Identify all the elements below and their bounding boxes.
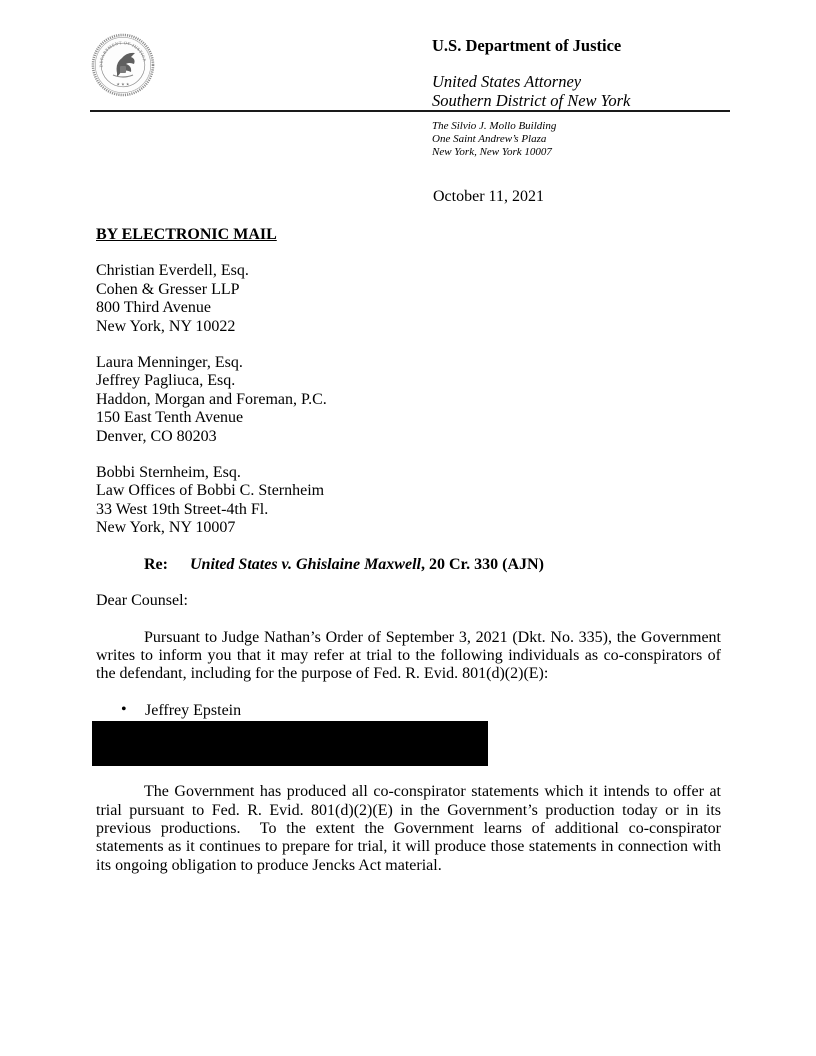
body-paragraph-1: Pursuant to Judge Nathan’s Order of September 3, 2021 (Dkt. No. 335), the Government writes to inform you that it may refer at trial to the following individuals as co-conspirators of the defendant, including for the purpose of Fed. R. Evid. 801(d)(2)(E): <box>96 628 725 683</box>
bullet-icon: • <box>121 700 127 718</box>
body-paragraph-2: The Government has produced all co-conspirator statements which it intends to offer at trial pursuant to Fed. R. Evid. 801(d)(2)(E) in the Government’s production today or in its previous productions. To the extent the Government learns of additional co-conspirator statements as it continues to prepare for trial, it will produce those statements in connection with its ongoing obligation to produce Jencks Act material. <box>96 783 725 874</box>
re-line <box>96 556 721 574</box>
recipient-line: Jeffrey Pagliuca, Esq. <box>96 372 236 390</box>
agency-title: U.S. Department of Justice <box>432 36 622 55</box>
bullet-item-text: Jeffrey Epstein <box>145 701 242 719</box>
seal-ring-text: DEPARTMENT OF JUSTICE <box>98 40 148 68</box>
recipient-line: New York, NY 10022 <box>96 317 236 335</box>
recipient-line: Cohen & Gresser LLP <box>96 280 240 298</box>
recipient-line: Christian Everdell, Esq. <box>96 262 249 280</box>
recipient-line: New York, NY 10007 <box>96 519 236 537</box>
recipient-block <box>96 262 721 336</box>
re-label: Re: <box>144 555 168 573</box>
recipient-line: 800 Third Avenue <box>96 299 211 317</box>
recipient-block <box>96 354 721 446</box>
recipient-line: Law Offices of Bobbi C. Sternheim <box>96 482 325 500</box>
letter-date: October 11, 2021 <box>433 188 544 205</box>
redaction-bar <box>92 721 488 766</box>
doj-seal-icon <box>91 33 155 97</box>
recipient-line: Denver, CO 80203 <box>96 427 217 445</box>
office-title-line2: Southern District of New York <box>432 90 631 110</box>
office-address-line1: The Silvio J. Mollo Building <box>432 120 557 132</box>
recipient-line: 150 East Tenth Avenue <box>96 409 244 427</box>
recipient-line: Bobbi Sternheim, Esq. <box>96 464 241 482</box>
letter-body <box>96 226 725 875</box>
re-case-name: United States v. Ghislaine Maxwell <box>189 555 421 573</box>
office-title-line1: United States Attorney <box>432 72 582 91</box>
office-address-line2: One Saint Andrew’s Plaza <box>432 133 547 145</box>
salutation: Dear Counsel: <box>96 592 188 610</box>
letterhead-right <box>432 36 630 110</box>
delivery-method: BY ELECTRONIC MAIL <box>96 226 277 243</box>
office-address-line3: New York, New York 10007 <box>432 146 552 158</box>
office-address <box>432 120 556 159</box>
recipient-line: 33 West 19th Street-4th Fl. <box>96 500 269 518</box>
bullet-item <box>96 702 721 720</box>
seal-stars: ★ ★ ★ <box>116 81 130 87</box>
recipient-line: Laura Menninger, Esq. <box>96 354 243 372</box>
recipient-block <box>96 464 721 538</box>
re-case-number: , 20 Cr. 330 (AJN) <box>420 555 544 573</box>
recipient-line: Haddon, Morgan and Foreman, P.C. <box>96 390 327 408</box>
letterhead-divider <box>90 110 730 112</box>
office-title <box>432 73 630 110</box>
